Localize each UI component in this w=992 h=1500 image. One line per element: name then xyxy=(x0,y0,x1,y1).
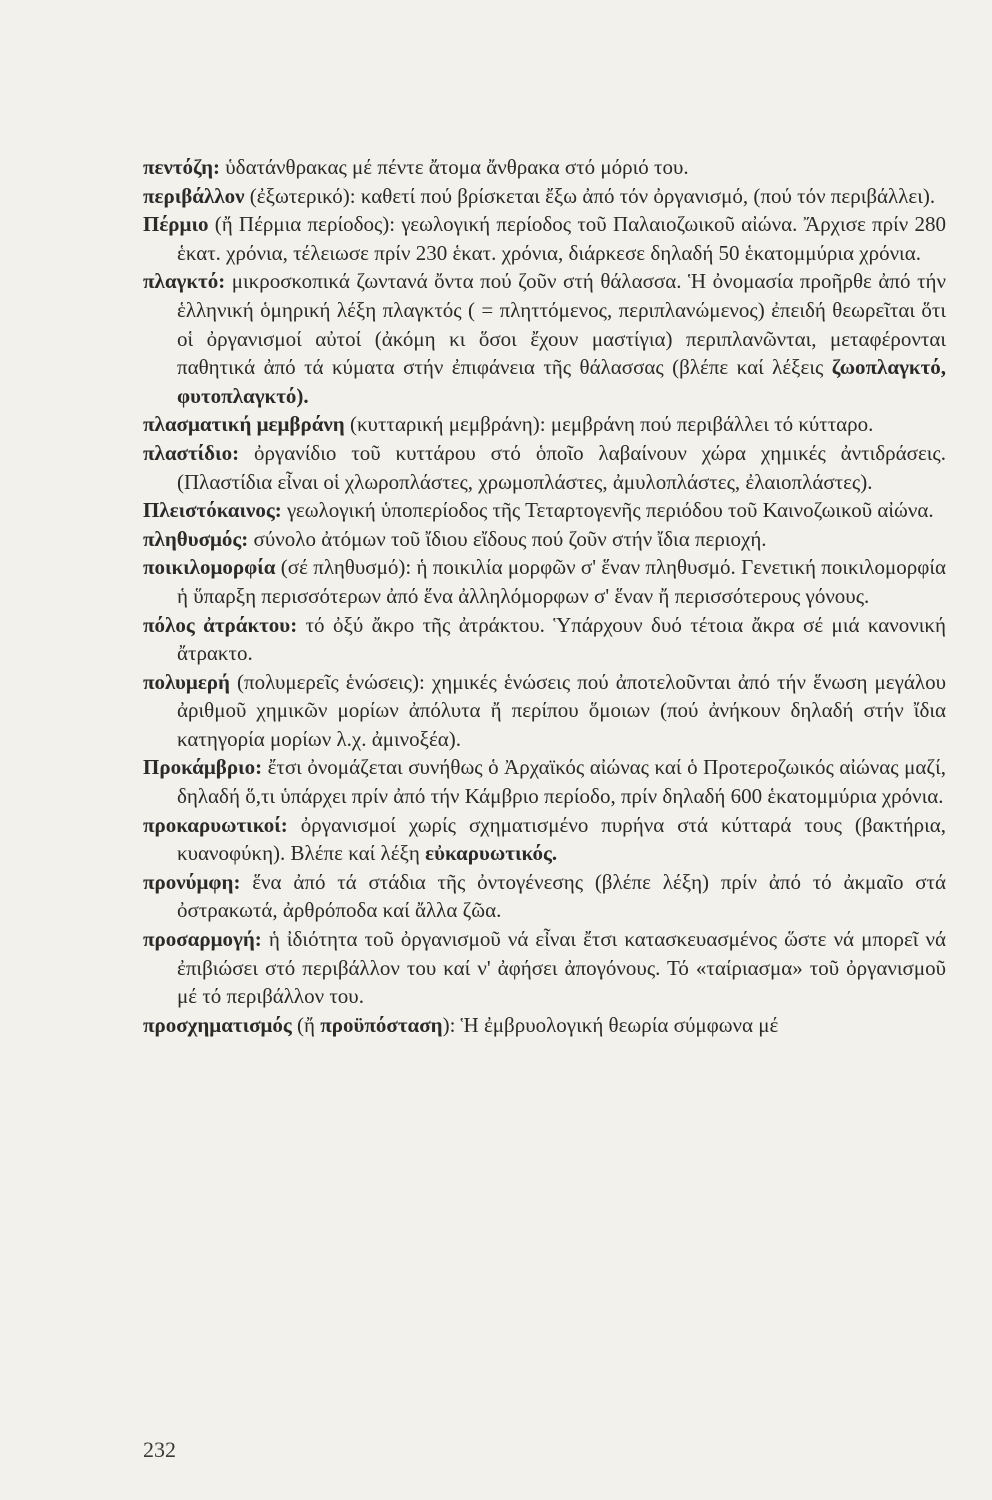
glossary-entry xyxy=(143,182,946,211)
entry-definition: μικροσκοπικά ζωντανά ὄντα πού ζοῦν στή θάλασσα. Ἡ ὀνομασία προῆρθε ἀπό τήν ἑλληνική ὁμηρική λέξη πλαγκτός ( = πληττόμενος, περιπλανώμενος) ἐπειδή θεωρεῖται ὅτι οἱ ὀργανισμοί αὐτοί (ἀκόμη κι ὅσοι ἔχουν μαστίγια) περιπλανῶνται, μεταφέρονται παθητικά ἀπό τά κύματα στήν ἐπιφάνεια τῆς θάλασσας (βλέπε καί λέξεις xyxy=(177,269,946,380)
entry-definition: ἔτσι ὀνομάζεται συνήθως ὁ Ἀρχαϊκός αἰώνας καί ὁ Προτεροζωικός αἰώνας μαζί, δηλαδή ὅ,τι ὑπάρχει πρίν ἀπό τήν Κάμβριο περίοδο, πρίν δηλαδή 600 ἑκατομμύρια χρόνια. xyxy=(177,755,946,809)
glossary-entry xyxy=(143,153,946,182)
entry-term: πλαγκτό: xyxy=(143,269,226,294)
entry-definition: (ἤ Πέρμια περίοδος): γεωλογική περίοδος τοῦ Παλαιοζωικοῦ αἰώνα. Ἄρχισε πρίν 280 ἑκατ. χρόνια, τέλειωσε πρίν 230 ἑκατ. χρόνια, διάρκεσε δηλαδή 50 ἑκατομμύρια χρόνια. xyxy=(177,212,946,265)
glossary-entry xyxy=(143,925,946,1011)
entry-term: πληθυσμός: xyxy=(143,526,249,551)
entry-definition: (πολυμερεῖς ἑνώσεις): χημικές ἑνώσεις πού ἀποτελοῦνται ἀπό τήν ἕνωση μεγάλου ἀριθμοῦ χημικῶν μορίων ἀπόλυτα ἤ περίπου ὅμοιων (πού ἀνήκουν δηλαδή στήν ἴδια κατηγορία μορίων λ.χ. ἀμινοξέα). xyxy=(177,669,946,751)
entry-cross-reference: προϋπόσταση xyxy=(320,1012,443,1037)
entry-term: ποικιλομορφία xyxy=(143,555,276,580)
entry-cross-reference: εὐκαρυωτικός. xyxy=(425,841,558,866)
glossary-entry xyxy=(143,496,946,525)
glossary-entry xyxy=(143,439,946,496)
entry-term: προνύμφη: xyxy=(143,869,241,894)
entry-definition: (ἤ xyxy=(291,1012,321,1037)
glossary-entry xyxy=(143,1011,946,1040)
entry-cross-reference: ζωοπλαγκτό, φυτοπλαγκτό). xyxy=(177,355,946,408)
entry-definition: ὀργανίδιο τοῦ κυττάρου στό ὁποῖο λαβαίνουν χώρα χημικές ἀντιδράσεις. (Πλαστίδια εἶναι οἱ χλωροπλάστες, χρωμοπλάστες, ἀμυλοπλάστες, ἐλαιοπλάστες). xyxy=(177,440,946,494)
glossary-entry xyxy=(143,525,946,554)
glossary-entry xyxy=(143,868,946,925)
entry-term: προκαρυωτικοί: xyxy=(143,812,288,837)
entry-definition: ἕνα ἀπό τά στάδια τῆς ὀντογένεσης (βλέπε λέξη) πρίν ἀπό τό ἀκμαῖο στά ὀστρακωτά, ἀρθρόποδα καί ἄλλα ζῶα. xyxy=(177,869,946,923)
entry-definition: σύνολο ἀτόμων τοῦ ἴδιου εἴδους πού ζοῦν στήν ἴδια περιοχή. xyxy=(248,526,767,551)
entry-term: προσχηματισμός xyxy=(143,1012,292,1037)
entry-term: πολυμερή xyxy=(143,669,230,694)
entry-term: Προκάμβριο: xyxy=(143,755,263,780)
entry-definition: ἡ ἰδιότητα τοῦ ὀργανισμοῦ νά εἶναι ἔτσι κατασκευασμένος ὥστε νά μπορεῖ νά ἐπιβιώσει στό περιβάλλον του καί ν' ἀφήσει ἀπογόνους. Τό «ταίριασμα» τοῦ ὀργανισμοῦ μέ τό περιβάλλον του. xyxy=(177,927,946,1009)
glossary-entry xyxy=(143,811,946,868)
entry-definition: (κυτταρική μεμβράνη): μεμβράνη πού περιβάλλει τό κύτταρο. xyxy=(344,412,874,437)
entry-definition: ): Ἡ ἐμβρυολογική θεωρία σύμφωνα μέ xyxy=(442,1012,779,1037)
entry-term: πλαστίδιο: xyxy=(143,440,240,465)
entry-definition: (σέ πληθυσμό): ἡ ποικιλία μορφῶν σ' ἕναν πληθυσμό. Γενετική ποικιλομορφία ἡ ὕπαρξη περισσότερων ἀπό ἕνα ἀλληλόμορφων σ' ἕναν ἤ περισσότερους γόνους. xyxy=(177,555,946,608)
entry-definition: (ἐξωτερικό): καθετί πού βρίσκεται ἔξω ἀπό τόν ὀργανισμό, (πού τόν περιβάλλει). xyxy=(244,183,936,208)
entry-definition: τό ὀξύ ἄκρο τῆς ἀτράκτου. Ὑπάρχουν δυό τέτοια ἄκρα σέ μιά κανονική ἄτρακτο. xyxy=(177,612,946,666)
entry-term: πόλος ἀτράκτου: xyxy=(143,612,298,637)
entry-term: περιβάλλον xyxy=(143,183,245,208)
glossary-entry xyxy=(143,410,946,439)
entry-term: πεντόζη: xyxy=(143,155,221,179)
entry-term: πλασματική μεμβράνη xyxy=(143,412,345,437)
entry-term: Πέρμιο xyxy=(143,212,209,237)
entry-term: Πλειστόκαινος: xyxy=(143,498,282,523)
glossary-entry xyxy=(143,210,946,267)
glossary-entry xyxy=(143,753,946,810)
glossary-entry xyxy=(143,611,946,668)
glossary-entries xyxy=(143,153,946,1039)
entry-definition: ὀργανισμοί χωρίς σχηματισμένο πυρήνα στά κύτταρά τους (βακτήρια, κυανοφύκη). Βλέπε καί λέξη xyxy=(177,812,946,866)
glossary-entry xyxy=(143,553,946,610)
glossary-entry xyxy=(143,267,946,410)
page-number: 232 xyxy=(143,1437,176,1462)
glossary-entry xyxy=(143,668,946,754)
entry-term: προσαρμογή: xyxy=(143,927,262,952)
entry-definition: γεωλογική ὑποπερίοδος τῆς Τεταρτογενῆς περιόδου τοῦ Καινοζωικοῦ αἰώνα. xyxy=(281,498,934,523)
entry-definition: ὑδατάνθρακας μέ πέντε ἄτομα ἄνθρακα στό μόριό του. xyxy=(220,155,689,179)
